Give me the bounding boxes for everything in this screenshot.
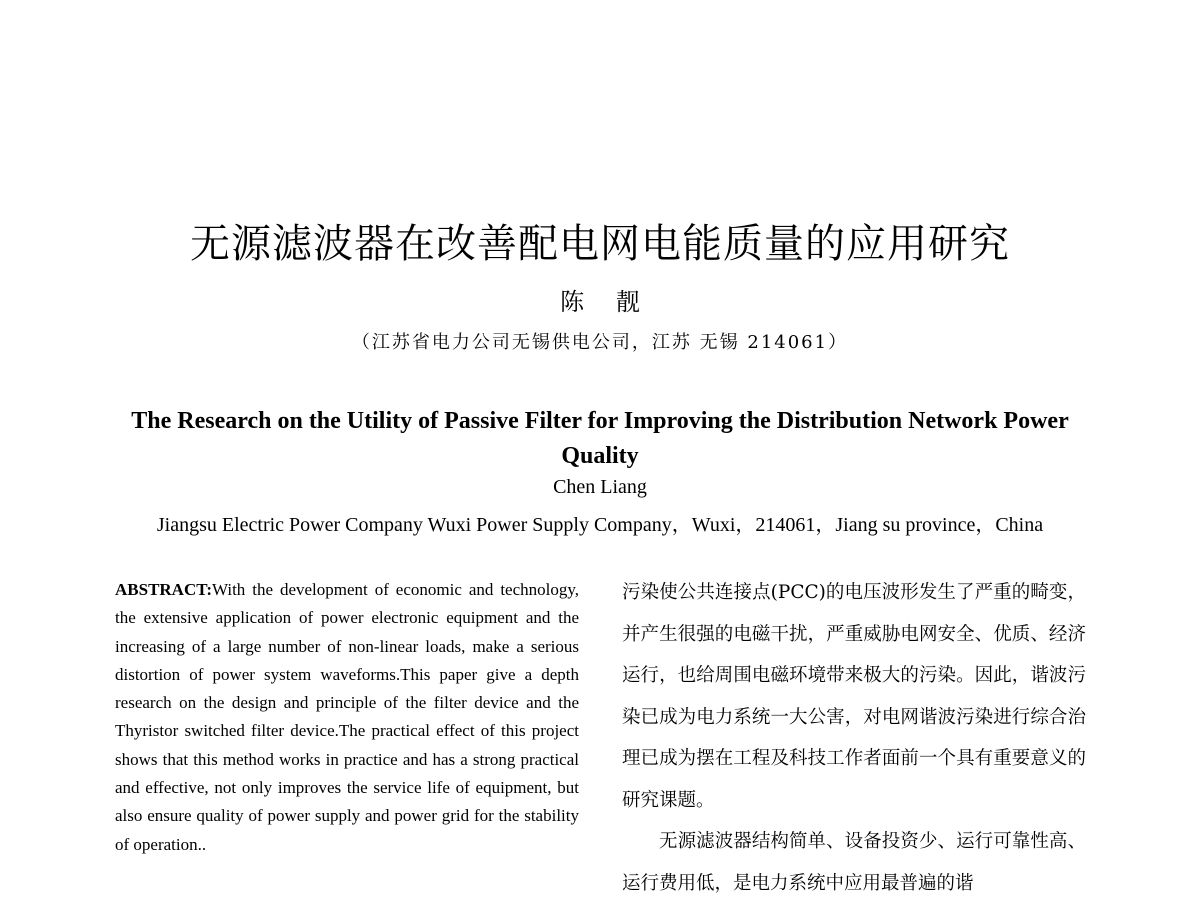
english-title: The Research on the Utility of Passive Filter for Improving the Distribution Network Power Quality	[131, 408, 1069, 469]
abstract-block	[115, 576, 579, 859]
english-author: Chen Liang	[553, 476, 647, 498]
abstract-label: ABSTRACT:	[115, 580, 212, 599]
chinese-affiliation: （江苏省电力公司无锡供电公司，江苏 无锡 214061）	[351, 332, 849, 353]
chinese-author: 陈 靓	[560, 288, 640, 316]
body-paragraph-1: 污染使公共连接点(PCC)的电压波形发生了严重的畸变，并产生很强的电磁干扰，严重威胁电网安全、优质、经济运行，也给周围电磁环境带来极大的污染。因此，谐波污染已成为电力系统一大公害，对电网谐波污染进行综合治理已成为摆在工程及科技工作者面前一个具有重要意义的研究课题。	[622, 582, 1086, 811]
chinese-title: 无源滤波器在改善配电网电能质量的应用研究	[190, 221, 1010, 267]
english-affiliation: Jiangsu Electric Power Company Wuxi Power Supply Company，Wuxi，214061，Jiang su province，China	[156, 514, 1044, 536]
body-paragraph-2: 无源滤波器结构简单、设备投资少、运行可靠性高、运行费用低，是电力系统中应用最普遍的谐	[622, 831, 1086, 894]
abstract-text: With the development of economic and technology, the extensive application of power electronic equipment and the increasing of a large number of non-linear loads, make a serious distortion of power system waveforms.This paper give a depth research on the design and principle of the filter device and the Thyristor switched filter device.The practical effect of this project shows that this method works in practice and has a strong practical and effective, not only improves the service life of equipment, but also ensure quality of power supply and power grid for the stability of operation..	[115, 580, 579, 854]
body-column	[622, 572, 1086, 904]
